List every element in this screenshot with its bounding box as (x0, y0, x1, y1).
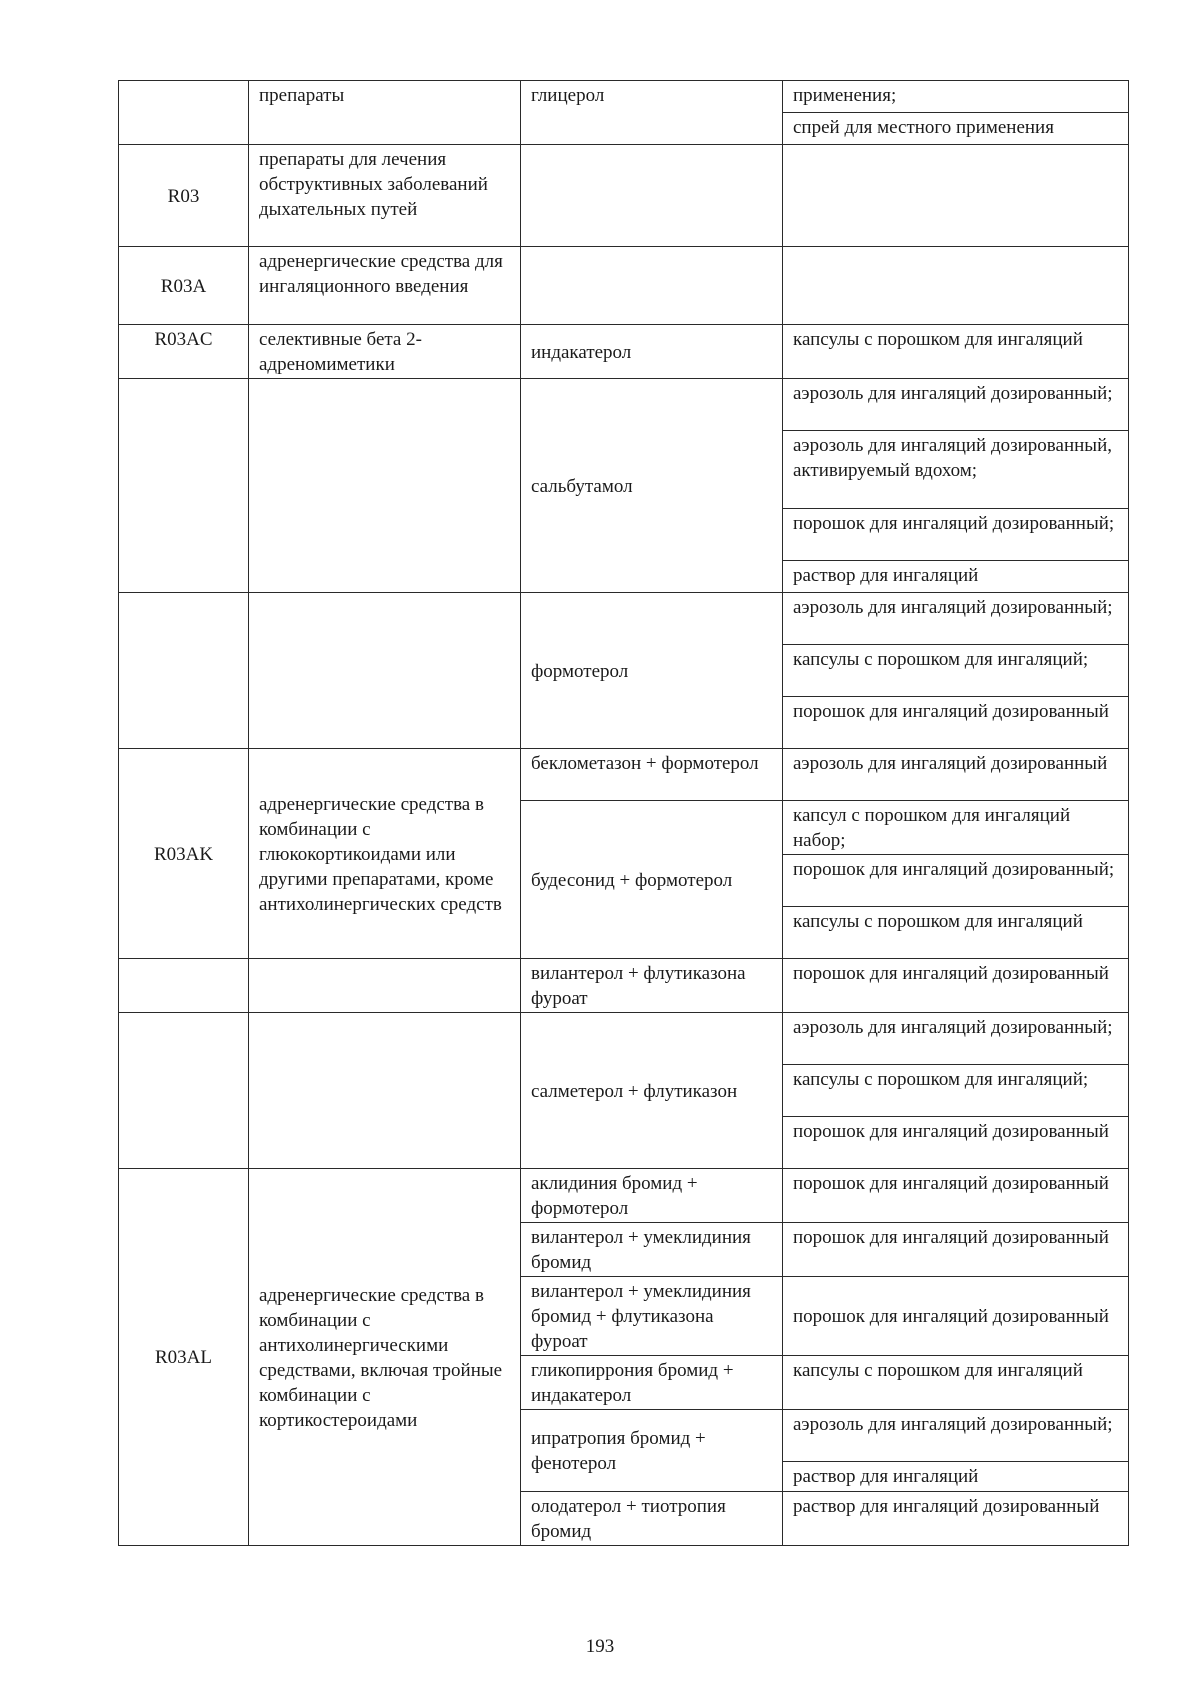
atc-code-cell: R03AC (119, 325, 249, 379)
group-cell: адренергические средства для ингаляционного введения (249, 247, 521, 325)
group-cell: адренергические средства в комбинации с антихолинергическими средствами, включая тройные комбинации с кортикостероидами (249, 1169, 521, 1546)
table-row (119, 959, 1129, 1013)
dosage-form-cell: капсулы с порошком для ингаляций (783, 907, 1129, 959)
group-cell: адренергические средства в комбинации с глюкокортикоидами или другими препаратами, кроме антихолинергических средств (249, 749, 521, 959)
dosage-form-cell: капсулы с порошком для ингаляций; (783, 1065, 1129, 1117)
page-number: 193 (585, 1636, 615, 1657)
atc-code-cell: R03A (119, 247, 249, 325)
atc-code-cell: R03AL (119, 1169, 249, 1546)
dosage-form-cell: аэрозоль для ингаляций дозированный; (783, 593, 1129, 645)
substance-cell: аклидиния бромид + формотерол (521, 1169, 783, 1223)
dosage-form-cell (783, 247, 1129, 325)
dosage-form-cell (783, 145, 1129, 247)
dosage-form-cell: аэрозоль для ингаляций дозированный (783, 749, 1129, 801)
group-cell: селективные бета 2-адреномиметики (249, 325, 521, 379)
atc-code-cell (119, 959, 249, 1013)
table-row (119, 1169, 1129, 1223)
dosage-form-cell: порошок для ингаляций дозированный (783, 1117, 1129, 1169)
substance-cell: сальбутамол (521, 379, 783, 593)
group-cell (249, 1013, 521, 1169)
table-row (119, 325, 1129, 379)
dosage-form-cell: порошок для ингаляций дозированный (783, 1169, 1129, 1223)
dosage-form-cell: аэрозоль для ингаляций дозированный; (783, 379, 1129, 431)
dosage-form-cell: капсул с порошком для ингаляций набор; (783, 801, 1129, 855)
substance-cell: вилантерол + флутиказона фуроат (521, 959, 783, 1013)
dosage-form-cell: капсулы с порошком для ингаляций (783, 325, 1129, 379)
group-cell: препараты (249, 81, 521, 145)
substance-cell: вилантерол + умеклидиния бромид + флутиказона фуроат (521, 1277, 783, 1356)
atc-code-cell (119, 1013, 249, 1169)
substance-cell: глицерол (521, 81, 783, 145)
dosage-form-cell: раствор для ингаляций дозированный (783, 1492, 1129, 1546)
table-row (119, 749, 1129, 801)
dosage-form-cell: порошок для ингаляций дозированный; (783, 509, 1129, 561)
group-cell (249, 593, 521, 749)
dosage-form-cell: капсулы с порошком для ингаляций (783, 1356, 1129, 1410)
table-row (119, 379, 1129, 431)
dosage-form-cell: аэрозоль для ингаляций дозированный, активируемый вдохом; (783, 431, 1129, 509)
table-row (119, 593, 1129, 645)
substance-cell: салметерол + флутиказон (521, 1013, 783, 1169)
table-row (119, 145, 1129, 247)
dosage-form-cell: порошок для ингаляций дозированный (783, 1277, 1129, 1356)
dosage-form-cell: раствор для ингаляций (783, 1462, 1129, 1492)
dosage-form-cell: спрей для местного применения (783, 113, 1129, 145)
substance-cell (521, 145, 783, 247)
substance-cell: формотерол (521, 593, 783, 749)
dosage-form-cell: аэрозоль для ингаляций дозированный; (783, 1410, 1129, 1462)
substance-cell: вилантерол + умеклидиния бромид (521, 1223, 783, 1277)
atc-code-cell (119, 593, 249, 749)
table-row (119, 81, 1129, 113)
atc-code-cell (119, 81, 249, 145)
table-row (119, 1013, 1129, 1065)
group-cell (249, 959, 521, 1013)
substance-cell (521, 247, 783, 325)
atc-code-cell (119, 379, 249, 593)
atc-code-cell: R03AK (119, 749, 249, 959)
table-row (119, 247, 1129, 325)
substance-cell: ипратропия бромид + фенотерол (521, 1410, 783, 1492)
substance-cell: индакатерол (521, 325, 783, 379)
group-cell (249, 379, 521, 593)
substance-cell: беклометазон + формотерол (521, 749, 783, 801)
dosage-form-cell: раствор для ингаляций (783, 561, 1129, 593)
drug-table (118, 80, 1129, 1546)
substance-cell: гликопиррония бромид + индакатерол (521, 1356, 783, 1410)
dosage-form-cell: порошок для ингаляций дозированный (783, 959, 1129, 1013)
substance-cell: будесонид + формотерол (521, 801, 783, 959)
dosage-form-cell: порошок для ингаляций дозированный (783, 1223, 1129, 1277)
substance-cell: олодатерол + тиотропия бромид (521, 1492, 783, 1546)
group-cell: препараты для лечения обструктивных заболеваний дыхательных путей (249, 145, 521, 247)
dosage-form-cell: порошок для ингаляций дозированный; (783, 855, 1129, 907)
dosage-form-cell: капсулы с порошком для ингаляций; (783, 645, 1129, 697)
atc-code-cell: R03 (119, 145, 249, 247)
dosage-form-cell: аэрозоль для ингаляций дозированный; (783, 1013, 1129, 1065)
dosage-form-cell: порошок для ингаляций дозированный (783, 697, 1129, 749)
dosage-form-cell: применения; (783, 81, 1129, 113)
